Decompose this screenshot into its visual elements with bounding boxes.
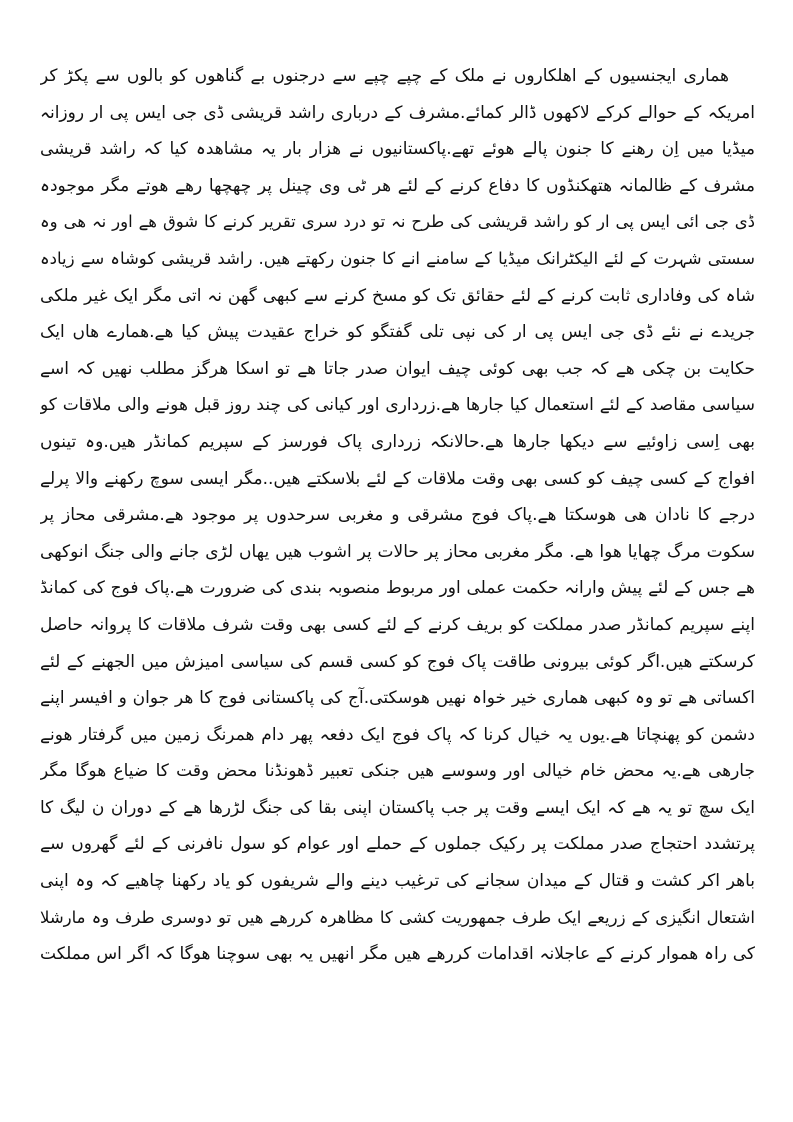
text-line: سیاسی مقاصد کے لئے استعمال کیا جارھا ھے.زرداری اور کیانی کی چند روز قبل ھونے والی ملاقات کو — [40, 395, 755, 416]
text-line: مشرف کے ظالمانہ ھتھکنڈوں کا دفاع کرنے کے لئے ھر ٹی وی چینل پر چھچھا رھے ھوتے مگر موجودہ — [40, 175, 755, 196]
text-line: ھے جس کے لئے پیش وارانہ حکمت عملی اور مربوط منصوبہ بندی کی ضرورت ھے.پاک فوج کی کمانڈ — [40, 578, 755, 599]
text-line: امریکہ کے حوالے کرکے لاکھوں ڈالر کمائے.مشرف کے درباری راشد قریشی ڈی جی ایس پی ار روزانہ — [40, 102, 755, 123]
text-line: ھماری ایجنسیوں کے اھلکاروں نے ملک کے چپے چپے سے درجنوں بے گناھوں کو بالوں سے پکڑ کر — [40, 66, 729, 86]
text-line: باھر اکر کشت و قتال کے میدان سجانے کی ترغیب دینے والے شریفوں کو یاد رکھنا چاھیے کہ وہ اپنی — [40, 871, 755, 892]
text-line: شاہ کی وفاداری ثابت کرنے کے لئے حقائق تک کو مسخ کرنے سے کبھی گھن نہ اتی مگر ایک غیر ملکی — [40, 285, 755, 306]
text-line: ڈی جی ائی ایس پی ار کو راشد قریشی کی طرح نہ تو درد سری تقریر کرنے کا شوق ھے اور نہ ھی وہ — [40, 212, 755, 232]
text-line: جریدے نے نئے ڈی جی ایس پی ار کی نپی تلی گفتگو کو خراج عقیدت پیش کیا ھے.ھمارے ھاں ایک — [40, 322, 755, 343]
text-line: سکوت مرگ چھایا ھوا ھے. مگر مغربی محاز پر حالات پر اشوب ھیں یھاں لڑی جانے والی جنگ انوکھی — [40, 541, 755, 562]
text-line: دشمن کو پھنچاتا ھے.یوں یہ خیال کرنا کہ پاک فوج ایک دفعہ پھر دام ھمرنگ زمین میں گرفتار ھونے — [40, 724, 755, 745]
article-body — [40, 58, 755, 973]
text-line: درجے کا نادان ھی ھوسکتا ھے.پاک فوج مشرقی و مغربی سرحدوں پر موجود ھے.مشرقی محاز پر — [40, 505, 755, 526]
text-line: اپنے سپریم کمانڈر صدر مملکت کو بریف کرنے کے لئے کسی بھی وقت شرف ملاقات کا پروانہ حاصل — [40, 614, 755, 635]
text-line: اشتعال انگیزی کے زریعے ایک طرف جمھوریت کشی کا مظاھرہ کررھے ھیں تو دوسری طرف وہ مارشلا — [40, 907, 755, 927]
text-line: کرسکتے ھیں.اگر کوئی بیرونی طاقت پاک فوج کو کسی قسم کی سیاسی امیزش میں الجھنے کے لئے — [40, 651, 755, 672]
text-line: میڈیا میں اِن رھنے کا جنون پالے ھوئے تھے.پاکستانیوں نے ھزار بار یہ مشاھدہ کیا کہ راشد قریشی — [40, 139, 755, 160]
text-line: بھی اِسی زاوئیے سے دیکھا جارھا ھے.حالانکہ زرداری پاک فورسز کے سپریم کمانڈر ھیں.وہ تینوں — [40, 431, 755, 452]
text-line: پرتشدد احتجاج صدر مملکت پر رکیک جملوں کے حملے اور عوام کو سول نافرنی کے لئے گھروں سے — [40, 834, 755, 855]
text-line: جارھی ھے.یہ محض خام خیالی اور وسوسے ھیں جنکی تعبیر ڈھونڈنا محض وقت کا ضیاع ھوگا مگر — [40, 761, 755, 782]
text-line: کی راہ ھموار کرنے کے عاجلانہ اقدامات کررھے ھیں مگر انھیں یہ بھی سوچنا ھوگا کہ اگر اس مملکت — [40, 944, 755, 965]
text-line: ایک سچ تو یہ ھے کہ ایک ایسے وقت پر جب پاکستان اپنی بقا کی جنگ لڑرھا ھے کے دوران ن لیگ کا — [40, 797, 755, 818]
text-line: سستی شہرت کے لئے الیکٹرانک میڈیا کے سامنے انے کا جنون رکھتے ھیں. راشد قریشی کوشاہ سے زیادہ — [40, 248, 755, 268]
text-line: افواج کے کسی چیف کو کسی بھی وقت ملاقات کے لئے بلاسکتے ھیں..مگر ایسی سوچ رکھنے والا پرلے — [40, 468, 755, 489]
text-line: حکایت بن چکی ھے کہ جب بھی کوئی چیف ایوان صدر جاتا ھے تو اسکا ھرگز مطلب نھیں کہ اسے — [40, 358, 755, 379]
text-line: اکساتی ھے تو وہ کبھی ھماری خیر خواہ نھیں ھوسکتی.آج کی پاکستانی فوج کا ھر جوان و افیسر اپنے — [40, 688, 755, 709]
